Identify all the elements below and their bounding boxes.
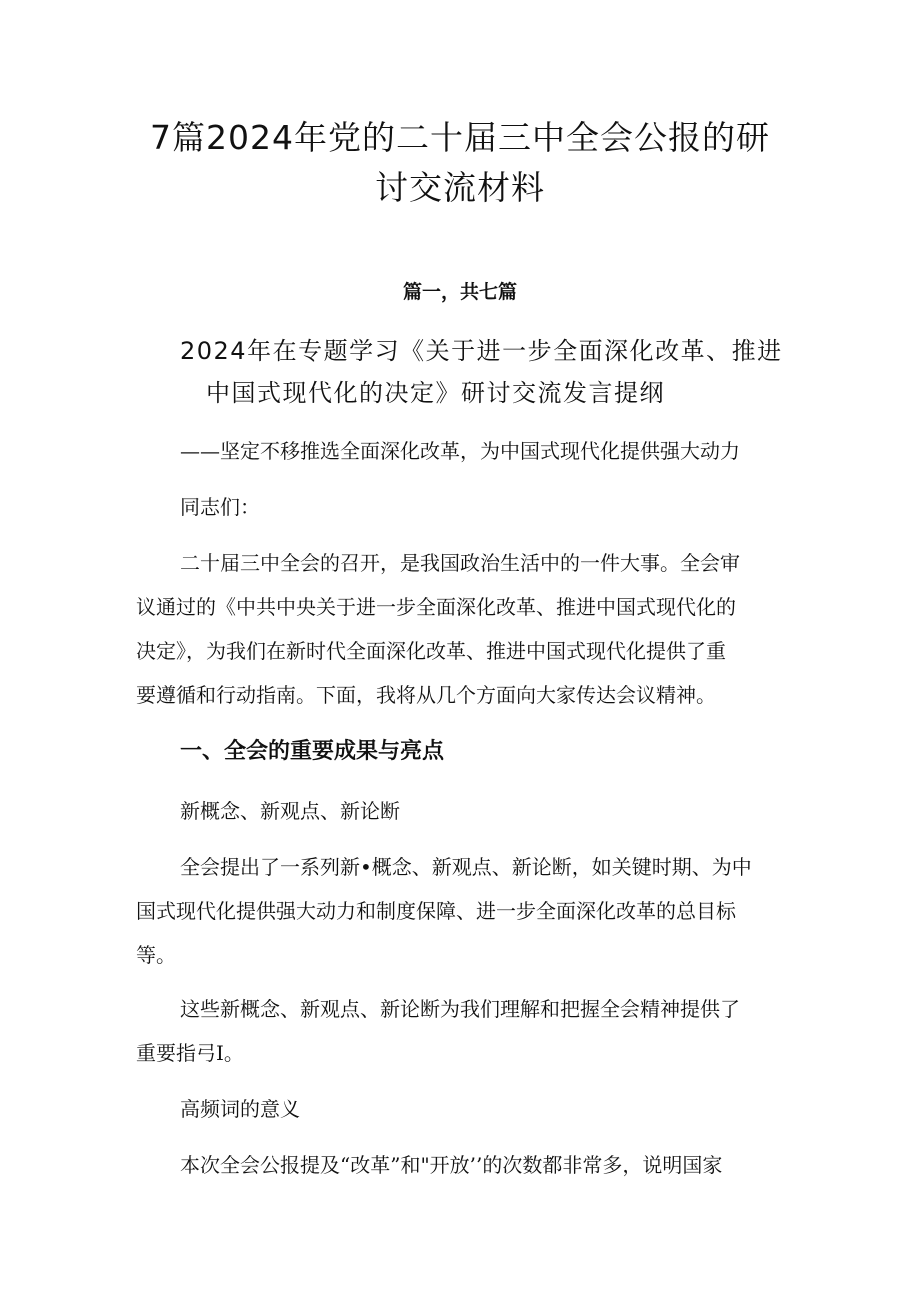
heading-1: 一、全会的重要成果与亮点 — [180, 739, 445, 764]
paragraph-line: 要遵循和行动指南。下面，我将从几个方面向大家传达会议精神。 — [136, 683, 716, 707]
speech-title-line-1: 2024年在专题学习《关于进一步全面深化改革、推进 — [180, 337, 783, 365]
subheading-new-concepts: 新概念、新观点、新论断 — [180, 799, 400, 823]
document-title-line-2: 讨交流材料 — [375, 168, 545, 207]
document-title-line-1: 7篇2024年党的二十届三中全会公报的研 — [150, 118, 770, 157]
paragraph-line: 全会提出了一系列新•概念、新观点、新论断，如关键时期、为中 — [180, 855, 752, 879]
paragraph-line: 国式现代化提供强大动力和制度保障、进一步全面深化改革的总目标 — [136, 899, 736, 923]
paragraph-line: 本次全会公报提及“改革”和"开放’’的次数都非常多，说明国家 — [180, 1153, 723, 1177]
section-heading: 篇一，共七篇 — [402, 281, 517, 303]
speech-title-line-2: 中国式现代化的决定》研讨交流发言提纲 — [206, 379, 665, 407]
paragraph-line: 决定》，为我们在新时代全面深化改革、推进中国式现代化提供了重 — [136, 639, 726, 663]
subheading-high-frequency-words: 高频词的意义 — [180, 1097, 300, 1121]
paragraph-line: 重要指弓I。 — [136, 1041, 244, 1065]
speech-subtitle: ——坚定不移推选全面深化改革，为中国式现代化提供强大动力 — [180, 439, 740, 463]
paragraph-line: 议通过的《中共中央关于进一步全面深化改革、推进中国式现代化的 — [136, 595, 736, 619]
paragraph-line: 二十届三中全会的召开，是我国政治生活中的一件大事。全会审 — [180, 551, 740, 575]
greeting: 同志们： — [180, 495, 260, 519]
paragraph-line: 这些新概念、新观点、新论断为我们理解和把握全会精神提供了 — [180, 997, 740, 1021]
paragraph-line: 等。 — [136, 943, 176, 967]
